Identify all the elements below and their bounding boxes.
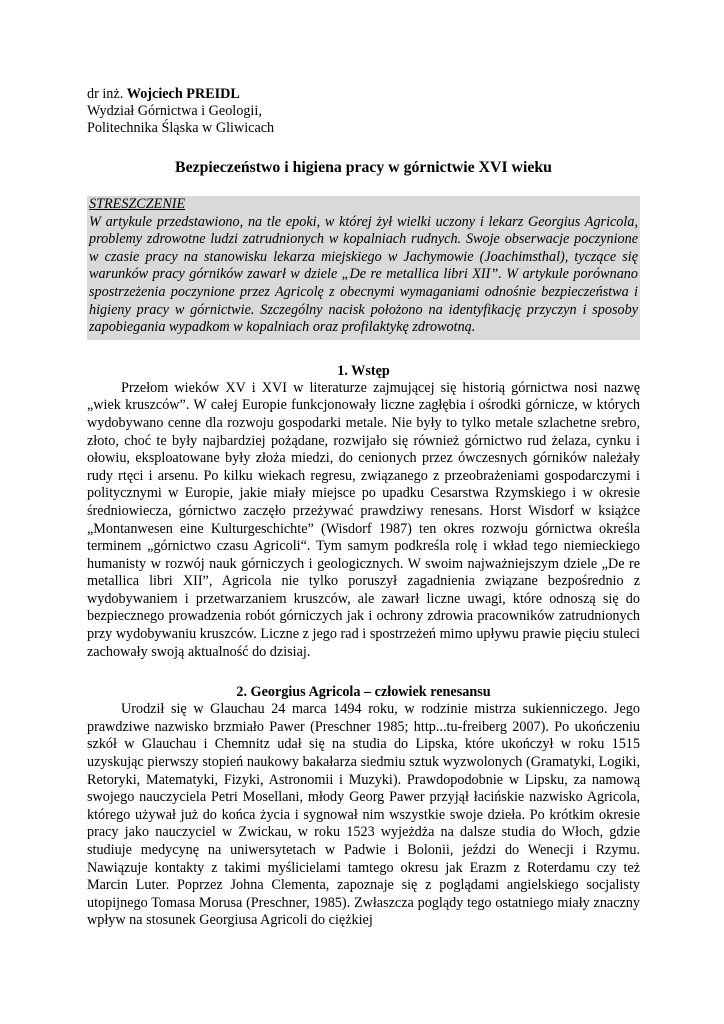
- author-line: [87, 86, 640, 103]
- abstract-box: [87, 196, 640, 340]
- author-affiliation-1: Wydział Górnictwa i Geologii,: [87, 103, 262, 119]
- section-agricola-paragraph: Urodził się w Glauchau 24 marca 1494 roku, w rodzinie mistrza sukienniczego. Jego prawdziwe nazwisko brzmiało Pawer (Preschner 1985; http...tu-freiberg 2007). Po ukończeniu szkół w Glauchau i Chemnitz udał się na studia do Lipska, które ukończył w roku 1515 uzyskując pierwszy stopień naukowy bakałarza siedmiu sztuk wyzwolonych (Gramatyki, Logiki, Retoryki, Matematyki, Fizyki, Astronomii i Muzyki). Prawdopodobnie w Lipsku, za namową swojego nauczyciela Petri Mosellani, młody Georg Pawer przyjął łacińskie nazwisko Agricola, którego używał już do końca życia i sygnował nim wszystkie swoje dzieła. Po krótkim okresie pracy jako nauczyciel w Zwickau, w roku 1523 wyjeżdża na dalsze studia do Włoch, gdzie studiuje medycynę na uniwersytetach w Padwie i Bolonii, jeździ do Wenecji i Rzymu. Nawiązuje kontakty z takimi myślicielami tamtego okresu jak Erazm z Roterdamu czy też Marcin Luter. Poprzez Johna Clementa, zapoznaje się z poglądami angielskiego socjalisty utopijnego Tomasa Morusa (Preschner, 1985). Zwłaszcza poglądy tego ostatniego miały znaczny wpływ na stosunek Georgiusa Agricoli do ciężkiej: [87, 701, 640, 929]
- document-page: [87, 86, 640, 930]
- author-name: Wojciech PREIDL: [126, 86, 240, 102]
- section-heading-intro: 1. Wstęp: [337, 362, 390, 379]
- section-intro-paragraph: Przełom wieków XV i XVI w literaturze zajmującej się historią górnictwa nosi nazwę „wiek kruszców”. W całej Europie funkcjonowały liczne zagłębia i ośrodki górnicze, w których wydobywano cenne dla rozwoju gospodarki metale. Nie były to tylko metale szlachetne srebro, złoto, choć te były najbardziej pożądane, rozwijało się również górnictwo rud żelaza, cynku i ołowiu, eksploatowane były złoża miedzi, do cenionych przez ówczesnych górników należały rudy rtęci i arsenu. Po kilku wiekach regresu, związanego z przeobrażeniami gospodarczymi i politycznymi w Europie, jakie miały miejsce po upadku Cesarstwa Rzymskiego i w okresie średniowiecza, górnictwo zaczęło przeżywać prawdziwy renesans. Horst Wisdorf w książce „Montanwesen eine Kulturgeschichte” (Wisdorf 1987) ten okres rozwoju górnictwa określa terminem „górnictwo czasu Agricoli“. Tym samym podkreśla rolę i wkład tego niemieckiego humanisty w rozwój nauk górniczych i geologicznych. W swoim najważniejszym dziele „De re metallica libri XII”, Agricola nie tylko poruszył zagadnienia związane bezpośrednio z wydobywaniem i przetwarzaniem kruszców, ale zawarł liczne uwagi, które odnoszą się do bezpiecznego prowadzenia robót górniczych jak i ochrony zdrowia pracowników zatrudnionych przy wydobywaniu kruszców. Liczne z jego rad i spostrzeżeń mimo upływu prawie pięciu stuleci zachowały swoją aktualność do dzisiaj.: [87, 379, 640, 660]
- paper-title: Bezpieczeństwo i higiena pracy w górnictwie XVI wieku: [175, 159, 552, 176]
- author-block: [87, 86, 640, 137]
- author-affiliation-2: Politechnika Śląska w Gliwicach: [87, 120, 275, 136]
- section-heading-agricola: 2. Georgius Agricola – człowiek renesansu: [236, 684, 491, 701]
- author-prefix: dr inż.: [87, 86, 127, 102]
- abstract-text: W artykule przedstawiono, na tle epoki, w której żył wielki uczony i lekarz Georgius Agricola, problemy zdrowotne ludzi zatrudnionych w kopalniach rudnych. Swoje obserwacje poczynione w czasie pracy na stanowisku lekarza miejskiego w Jachymowie (Joachimsthal), tyczące się warunków pracy górników zawarł w dziele „De re metallica libri XII”. W artykule porównano spostrzeżenia poczynione przez Agricolę z obecnymi wymaganiami odnośnie bezpieczeństwa i higieny pracy w górnictwie. Szczególny nacisk położono na identyfikację przyczyn i sposoby zapobiegania wypadkom w kopalniach oraz profilaktykę zdrowotną.: [89, 213, 638, 336]
- abstract-label: STRESZCZENIE: [89, 196, 186, 212]
